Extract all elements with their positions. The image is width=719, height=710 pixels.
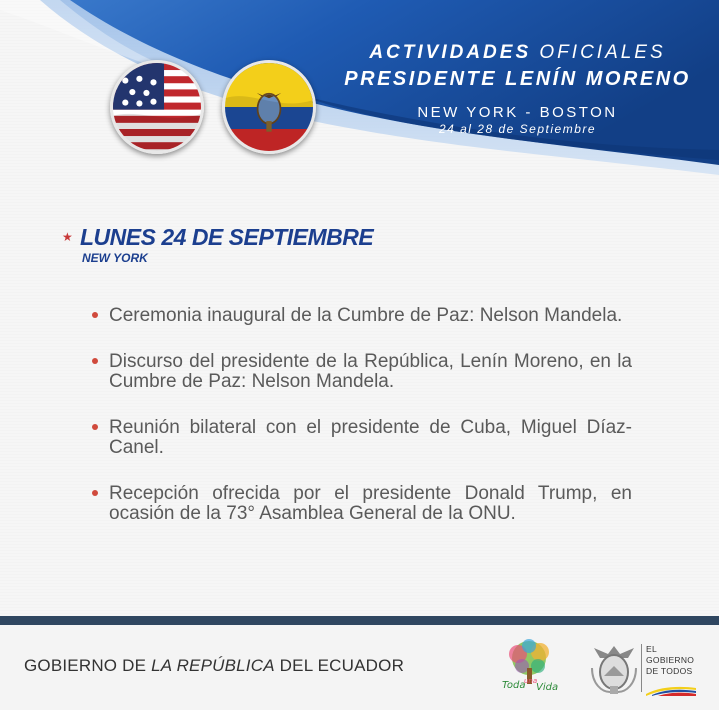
bullet-icon — [92, 312, 98, 318]
header-location: NEW YORK - BOSTON — [417, 104, 618, 121]
header-title-bold: ACTIVIDADES — [369, 42, 532, 63]
day-title: LUNES 24 DE SEPTIEMBRE — [80, 224, 374, 250]
gov-suffix: DEL ECUADOR — [274, 656, 405, 675]
bullet-icon — [92, 424, 98, 430]
el-gobierno-de-todos-logo — [646, 644, 694, 677]
activity-text: Reunión bilateral con el presidente de Cuba, Miguel Díaz-Canel. — [109, 417, 632, 458]
header-dates: 24 al 28 de Septiembre — [438, 122, 597, 136]
activity-text: Discurso del presidente de la República, Lenín Moreno, en la Cumbre de Paz: Nelson Mandela. — [109, 351, 632, 392]
header-title-line1 — [330, 40, 705, 66]
elgob-line2: GOBIERNO — [646, 655, 695, 665]
activity-text: Recepción ofrecida por el presidente Donald Trump, en ocasión de la 73° Asamblea General de la ONU. — [109, 483, 632, 524]
bullet-icon — [92, 490, 98, 496]
bullet-icon — [92, 358, 98, 364]
activity-list — [92, 306, 632, 550]
gov-prefix: GOBIERNO DE — [24, 656, 152, 675]
list-item — [92, 484, 632, 524]
header-title-line2: PRESIDENTE LENÍN MORENO — [344, 68, 691, 90]
usa-flag-icon — [110, 60, 204, 154]
ecuador-flag-icon — [222, 60, 316, 154]
gov-italic: LA REPÚBLICA — [151, 656, 275, 675]
tricolor-swoosh-icon — [646, 684, 696, 696]
elgob-line3: DE TODOS — [646, 666, 693, 676]
toda-una-vida-logo — [496, 638, 562, 696]
footer-band — [0, 616, 719, 625]
tree-text-2: una — [524, 677, 538, 685]
header-title-light: OFICIALES — [539, 42, 666, 63]
activity-text: Ceremonia inaugural de la Cumbre de Paz: Nelson Mandela. — [109, 305, 623, 326]
government-name — [24, 656, 404, 676]
tree-text-3: Vida — [536, 682, 559, 693]
list-item — [92, 418, 632, 458]
tree-text-1: Toda — [502, 680, 526, 691]
coat-of-arms-icon — [588, 640, 640, 696]
header-text — [330, 40, 705, 136]
list-item — [92, 306, 632, 326]
elgob-line1: EL — [646, 644, 657, 654]
city-label: NEW YORK — [82, 251, 148, 265]
star-icon: ★ — [62, 230, 73, 244]
footer-divider — [641, 644, 642, 692]
list-item — [92, 352, 632, 392]
